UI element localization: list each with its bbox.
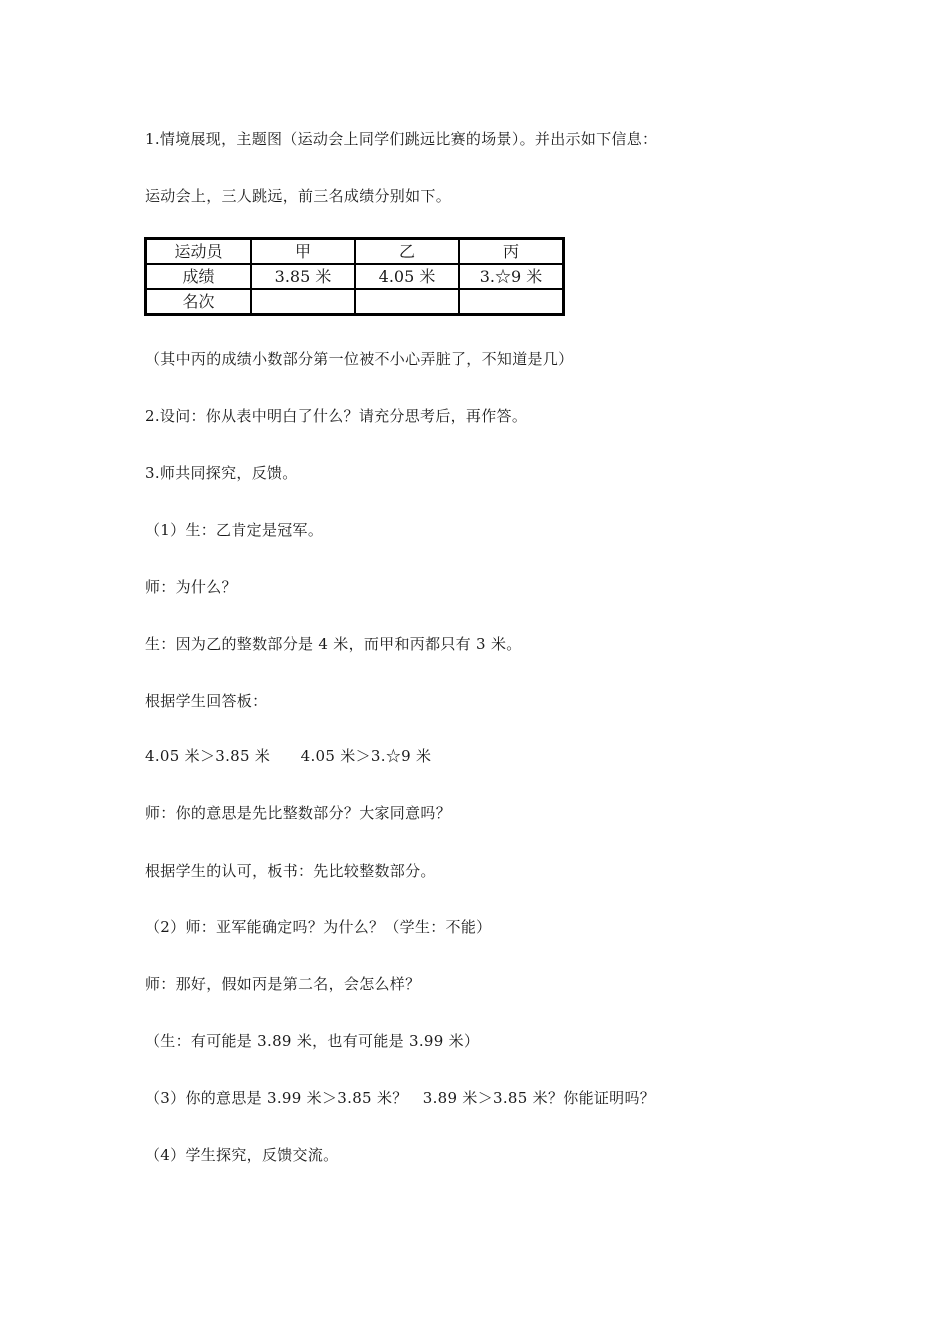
row-label-rank: 名次	[146, 289, 251, 314]
paragraph-note: （其中丙的成绩小数部分第一位被不小心弄脏了，不知道是几）	[145, 350, 574, 368]
table-row-score	[146, 264, 563, 289]
paragraph-question: 2.设问：你从表中明白了什么？请充分思考后，再作答。	[145, 407, 528, 425]
rank-yi	[355, 289, 459, 314]
paragraph-explore: 3.师共同探究，反馈。	[145, 464, 298, 482]
paragraph-step3: （3）你的意思是 3.99 米＞3.85 米？ 3.89 米＞3.85 米？你能证明吗？	[145, 1089, 656, 1107]
header-cell-athlete: 运动员	[146, 239, 251, 264]
paragraph-board-note: 根据学生的认可，板书：先比较整数部分。	[145, 862, 436, 880]
header-cell-jia: 甲	[251, 239, 355, 264]
score-yi: 4.05 米	[355, 264, 459, 289]
paragraph-student-possibility: （生：有可能是 3.89 米，也有可能是 3.99 米）	[145, 1032, 480, 1050]
rank-bing	[459, 289, 563, 314]
paragraph-comparison: 4.05 米＞3.85 米 4.05 米＞3.☆9 米	[145, 747, 432, 765]
paragraph-step4: （4）学生探究，反馈交流。	[145, 1146, 339, 1164]
results-table	[144, 237, 565, 316]
rank-jia	[251, 289, 355, 314]
paragraph-student-reason: 生：因为乙的整数部分是 4 米，而甲和丙都只有 3 米。	[145, 635, 522, 653]
header-cell-bing: 丙	[459, 239, 563, 264]
paragraph-teacher-suppose: 师：那好，假如丙是第二名，会怎么样？	[145, 975, 421, 993]
paragraph-board-intro: 根据学生回答板：	[145, 692, 268, 710]
paragraph-step2: （2）师：亚军能确定吗？为什么？（学生：不能）	[145, 918, 492, 936]
paragraph-teacher-why: 师：为什么？	[145, 578, 237, 596]
paragraph-teacher-integer: 师：你的意思是先比整数部分？大家同意吗？	[145, 804, 452, 822]
row-label-score: 成绩	[146, 264, 251, 289]
paragraph-step1: （1）生：乙肯定是冠军。	[145, 521, 324, 539]
table-row-rank	[146, 289, 563, 314]
score-bing: 3.☆9 米	[459, 264, 563, 289]
table-header-row	[146, 239, 563, 264]
header-cell-yi: 乙	[355, 239, 459, 264]
paragraph-context: 运动会上，三人跳远，前三名成绩分别如下。	[145, 187, 452, 205]
score-jia: 3.85 米	[251, 264, 355, 289]
paragraph-intro: 1.情境展现，主题图（运动会上同学们跳远比赛的场景）。并出示如下信息：	[145, 130, 658, 148]
